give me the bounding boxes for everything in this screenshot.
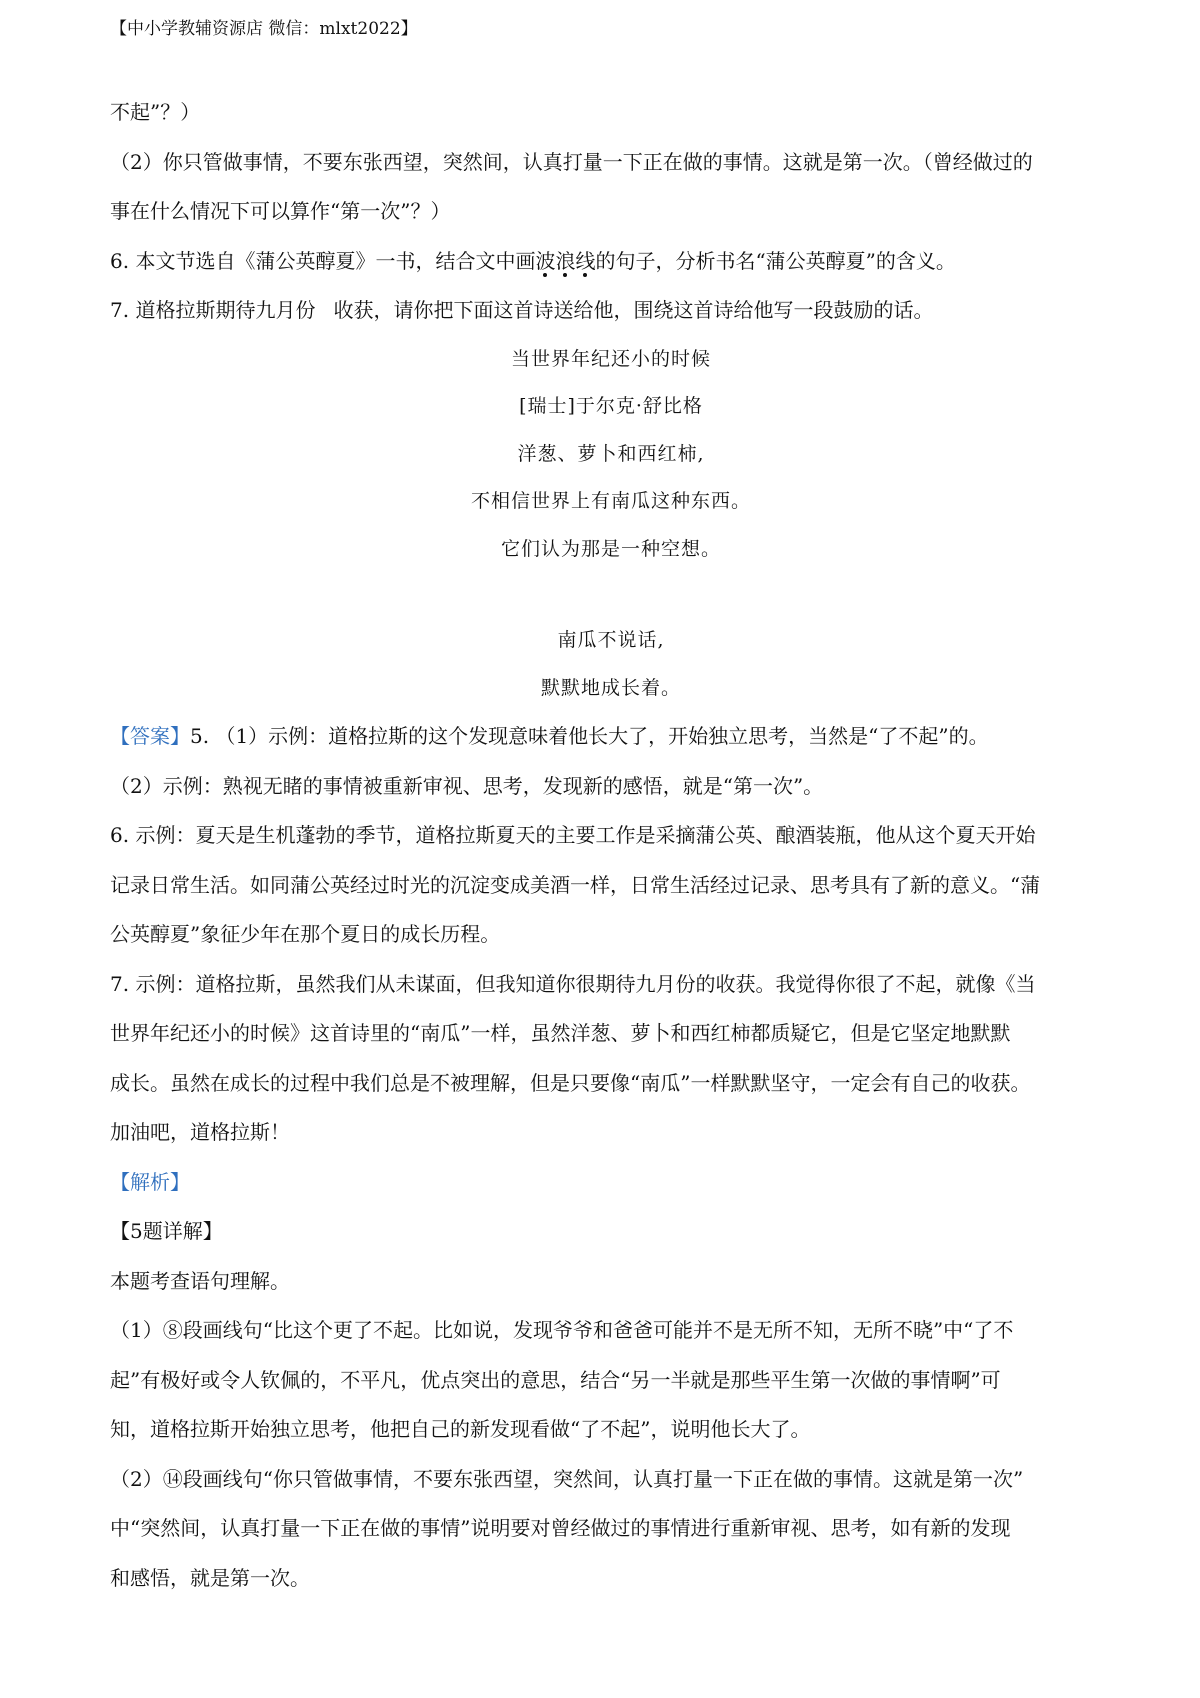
emphasis-char: 波 bbox=[535, 248, 556, 273]
analysis-q5-heading: 【5题详解】 bbox=[110, 1219, 223, 1243]
analysis-part-2-line: （2）⑭段画线句“你只管做事情，不要东张西望，突然间，认真打量一下正在做的事情。这就是第一次” bbox=[110, 1466, 1024, 1491]
analysis-part-1-line: 起”有极好或令人钦佩的，不平凡，优点突出的意思，结合“另一半就是那些平生第一次做的事情啊”可 bbox=[110, 1367, 1001, 1392]
header-tag: 【中小学教辅资源店 微信：mlxt2022】 bbox=[110, 19, 418, 39]
poem-line: 它们认为那是一种空想。 bbox=[500, 537, 721, 560]
poem-stanza-gap bbox=[110, 573, 1102, 617]
analysis-label: 【解析】 bbox=[110, 1169, 190, 1194]
analysis-part-2-line: 和感悟，就是第一次。 bbox=[110, 1565, 310, 1590]
poem-line: 洋葱、萝卜和西红柿, bbox=[517, 442, 705, 465]
analysis-intro: 本题考查语句理解。 bbox=[110, 1268, 290, 1293]
poem-line: 默默地成长着。 bbox=[540, 676, 681, 699]
question-6-wavy-mark bbox=[535, 249, 595, 273]
document-body bbox=[110, 88, 1102, 1603]
answer-7-line: 7. 示例：道格拉斯，虽然我们从未谋面，但我知道你很期待九月份的收获。我觉得你很了不起，就像《当 bbox=[110, 971, 1036, 996]
emphasis-char: 浪 bbox=[555, 248, 576, 273]
answer-5-2: （2）示例：熟视无睹的事情被重新审视、思考，发现新的感悟，就是“第一次”。 bbox=[110, 773, 824, 798]
answer-5-1 bbox=[110, 712, 1102, 762]
analysis-part-1-line: （1）⑧段画线句“比这个更了不起。比如说，发现爷爷和爸爸可能并不是无所不知，无所不晓”中“了不 bbox=[110, 1318, 1014, 1342]
question-7 bbox=[110, 286, 1102, 336]
question-5-2-line-2: 事在什么情况下可以算作“第一次”？） bbox=[110, 199, 451, 223]
question-7-suffix: 收获，请你把下面这首诗送给他，围绕这首诗给他写一段鼓励的话。 bbox=[333, 298, 934, 322]
question-6-suffix: 的句子，分析书名“蒲公英醇夏”的含义。 bbox=[595, 248, 956, 273]
emphasis-char: 线 bbox=[575, 248, 596, 273]
poem-author: [瑞士]于尔克·舒比格 bbox=[519, 395, 703, 417]
answer-6-line: 6. 示例：夏天是生机蓬勃的季节，道格拉斯夏天的主要工作是采摘蒲公英、酿酒装瓶，他从这个夏天开始 bbox=[110, 823, 1036, 847]
question-6-prefix: 6. 本文节选自《蒲公英醇夏》一书，结合文中画 bbox=[110, 248, 536, 273]
answer-7-line: 世界年纪还小的时候》这首诗里的“南瓜”一样，虽然洋葱、萝卜和西红柿都质疑它，但是它坚定地默默 bbox=[110, 1021, 1011, 1045]
question-5-2-line-1: （2）你只管做事情，不要东张西望，突然间，认真打量一下正在做的事情。这就是第一次。（曾经做过的 bbox=[110, 149, 1033, 174]
question-5-continued: 不起”？） bbox=[110, 100, 201, 124]
analysis-part-2-line: 中“突然间，认真打量一下正在做的事情”说明要对曾经做过的事情进行重新审视、思考，如有新的发现 bbox=[110, 1516, 1011, 1540]
poem-line: 不相信世界上有南瓜这种东西。 bbox=[470, 490, 751, 512]
answer-7-line: 加油吧，道格拉斯！ bbox=[110, 1120, 290, 1144]
answer-7-line: 成长。虽然在成长的过程中我们总是不被理解，但是只要像“南瓜”一样默默坚守，一定会有自己的收获。 bbox=[110, 1070, 1031, 1095]
answer-5-1-text: 5. （1）示例：道格拉斯的这个发现意味着他长大了，开始独立思考，当然是“了不起”的。 bbox=[190, 724, 989, 748]
poem-line: 南瓜不说话, bbox=[557, 629, 665, 651]
question-6 bbox=[110, 237, 1102, 287]
answer-label: 【答案】 bbox=[110, 724, 190, 748]
question-7-prefix: 7. 道格拉斯期待九月份 bbox=[110, 298, 316, 322]
analysis-part-1-line: 知，道格拉斯开始独立思考，他把自己的新发现看做“了不起”，说明他长大了。 bbox=[110, 1417, 811, 1441]
poem-title: 当世界年纪还小的时候 bbox=[510, 347, 711, 370]
answer-6-line: 公英醇夏”象征少年在那个夏日的成长历程。 bbox=[110, 922, 501, 946]
answer-6-line: 记录日常生活。如同蒲公英经过时光的沉淀变成美酒一样，日常生活经过记录、思考具有了新的意义。“蒲 bbox=[110, 872, 1041, 897]
